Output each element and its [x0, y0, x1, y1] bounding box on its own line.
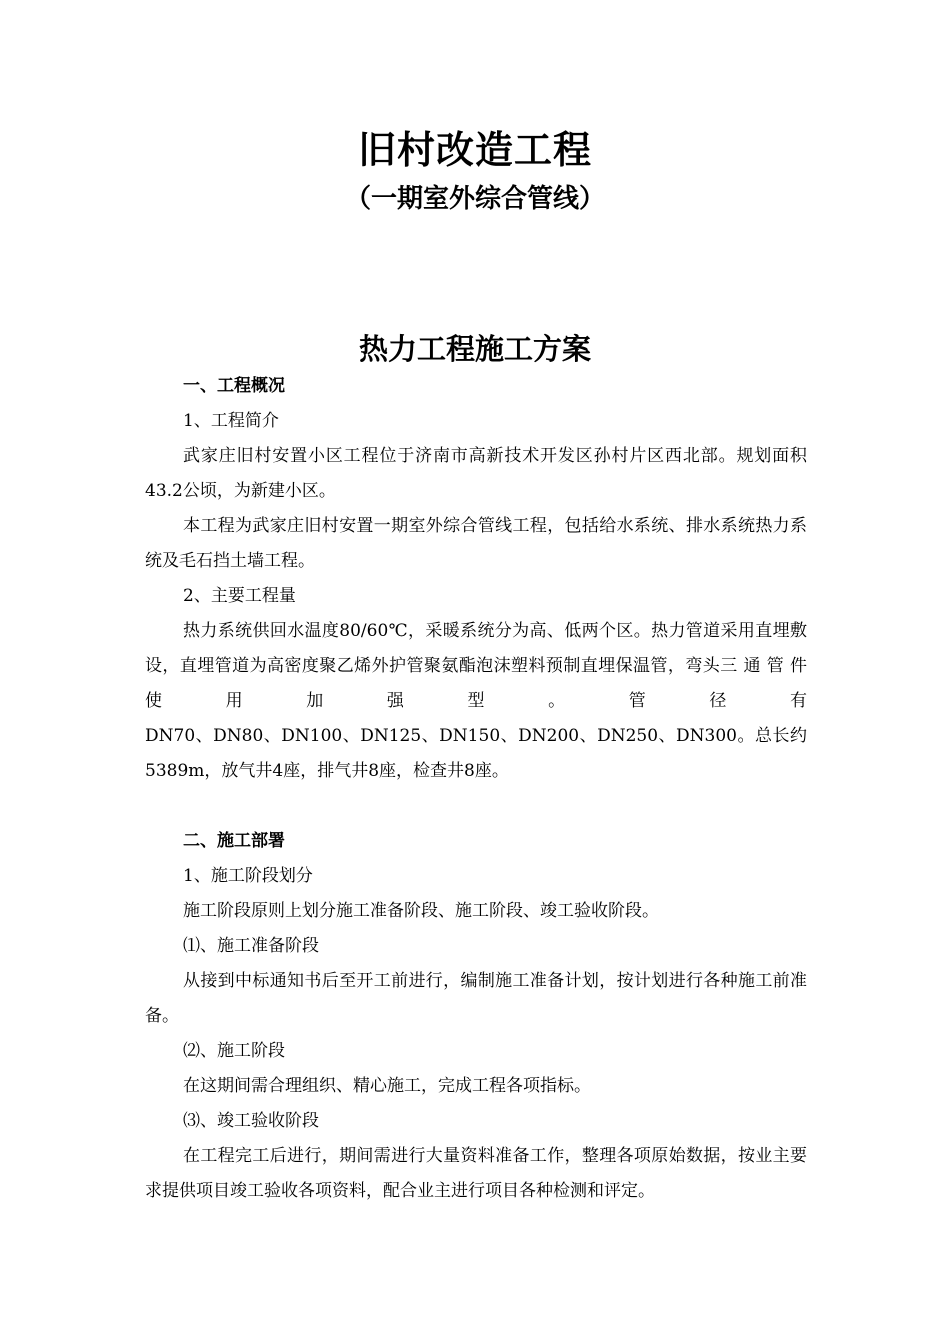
section-heading-overview: 一、工程概况: [183, 376, 285, 396]
stage-title-construction: ⑵、施工阶段: [183, 1041, 285, 1061]
stage-title-preparation: ⑴、施工准备阶段: [183, 936, 319, 956]
section-spacer: [145, 789, 807, 824]
paragraph-construction: 在这期间需合理组织、精心施工，完成工程各项指标。: [183, 1076, 591, 1096]
plan-title: 热力工程施工方案: [358, 332, 591, 366]
subheading-stage-division: 1、施工阶段划分: [183, 866, 313, 886]
paragraph-location: 武家庄旧村安置小区工程位于济南市高新技术开发区孙村片区西北部。规划面积43.2公顷，为新建小区。: [145, 446, 807, 501]
paragraph-heating-system: 热力系统供回水温度80/60℃，采暖系统分为高、低两个区。热力管道采用直埋敷设，直埋管道为高密度聚乙烯外护管聚氨酯泡沫塑料预制直埋保温管，弯头三 通 管 件 使 用 加 强 型 。 管 径 有: [145, 621, 807, 711]
document-title: 旧村改造工程: [357, 128, 592, 172]
paragraph-pipe-sizes: DN70、DN80、DN100、DN125、DN150、DN200、DN250、DN300。总长约5389m，放气井4座，排气井8座，检查井8座。: [145, 726, 807, 781]
paragraph-stage-principle: 施工阶段原则上划分施工准备阶段、施工阶段、竣工验收阶段。: [183, 901, 659, 921]
subheading-project-intro: 1、工程简介: [183, 411, 279, 431]
paragraph-acceptance: 在工程完工后进行，期间需进行大量资料准备工作，整理各项原始数据，按业主要求提供项目竣工验收各项资料，配合业主进行项目各种检测和评定。: [145, 1146, 807, 1201]
paragraph-scope: 本工程为武家庄旧村安置一期室外综合管线工程，包括给水系统、排水系统热力系统及毛石挡土墙工程。: [145, 516, 807, 571]
subheading-main-quantities: 2、主要工程量: [183, 586, 296, 606]
paragraph-preparation: 从接到中标通知书后至开工前进行，编制施工准备计划，按计划进行各种施工前准备。: [145, 971, 807, 1026]
section-heading-deployment: 二、施工部署: [183, 831, 285, 851]
document-body: [145, 369, 807, 1209]
document-subtitle: （一期室外综合管线）: [344, 184, 605, 214]
stage-title-acceptance: ⑶、竣工验收阶段: [183, 1111, 319, 1131]
